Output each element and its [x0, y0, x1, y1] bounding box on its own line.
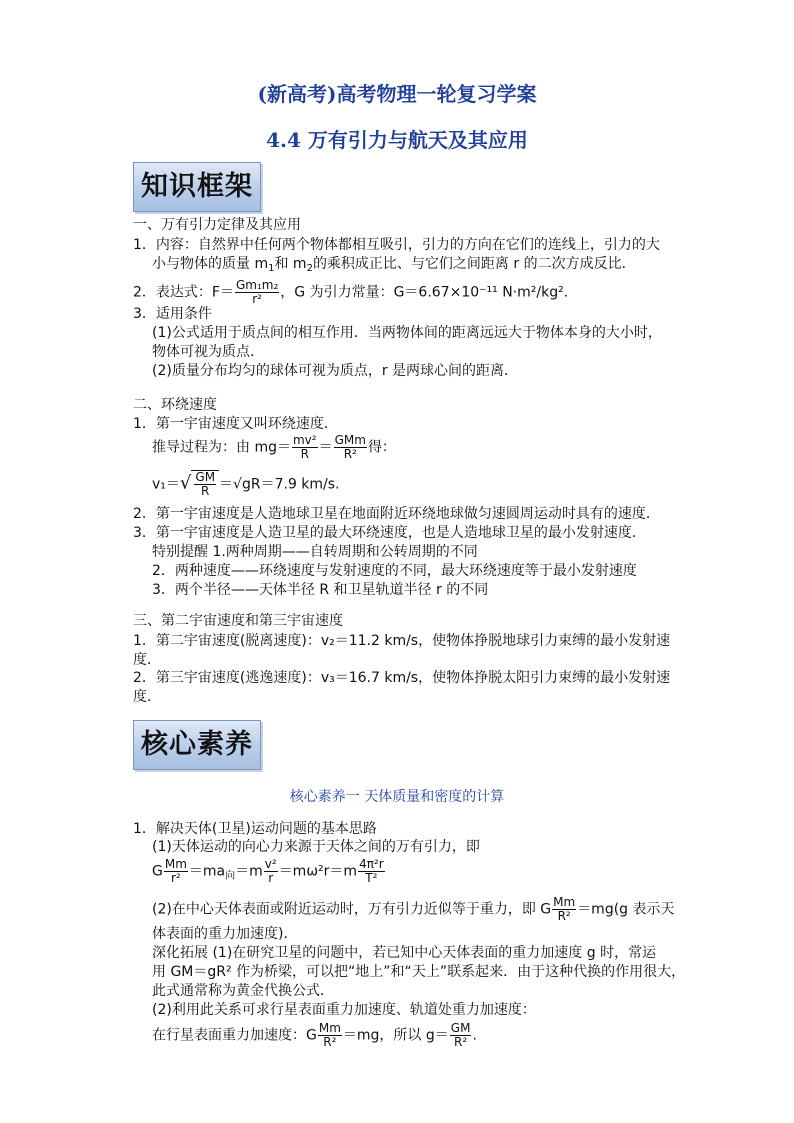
banner-core-literacy: 核心素养	[133, 720, 261, 770]
section1-item3-b: 物体可视为质点．	[152, 344, 264, 360]
section2-tip1: 特别提醒 1.两种周期——自转周期和公转周期的不同	[152, 544, 478, 560]
section2-item3: 3．第一宇宙速度是人造卫星的最大环绕速度，也是人造地球卫星的最小发射速度．	[133, 525, 646, 541]
section2-heading: 二、环绕速度	[133, 397, 217, 413]
core-surface-gravity-formula: 在行星表面重力加速度：G $\frac{Mm}{\text{R²}}$ ＝mg，所以 g＝ $\frac{GM}{\text{R²}}$ .	[152, 1021, 477, 1049]
section1-item1-line2: 小与物体的质量 $m_1$和 $m_2$的乘积成正比、与它们之间距离 r 的二次方成反比．	[152, 256, 636, 274]
core-para1: (1)天体运动的向心力来源于天体之间的万有引力，即	[152, 839, 480, 855]
core-para2-line2: 体表面的重力加速度)．	[152, 926, 298, 942]
section1-item3: 3．适用条件	[133, 306, 212, 322]
section1-item3-a: (1)公式适用于质点间的相互作用．当两物体间的距离远远大于物体本身的大小时，	[152, 325, 662, 341]
section3-heading: 三、第二宇宙速度和第三宇宙速度	[133, 613, 343, 629]
lesson-title: 4.4 万有引力与航天及其应用	[266, 128, 528, 152]
section1-heading: 一、万有引力定律及其应用	[133, 217, 301, 233]
document-title: (新高考)高考物理一轮复习学案	[257, 82, 537, 106]
core-extension-line1: 深化拓展 (1)在研究卫星的问题中，若已知中心天体表面的重力加速度 g 时，常运	[152, 945, 657, 961]
section2-item1: 1．第一宇宙速度又叫环绕速度．	[133, 416, 338, 432]
core-extension-line3: 此式通常称为黄金代换公式．	[152, 983, 334, 999]
section2-tip2: 2．两种速度——环绕速度与发射速度的不同，最大环绕速度等于最小发射速度	[152, 563, 637, 579]
section1-item1-line1: 1．内容：自然界中任何两个物体都相互吸引，引力的方向在它们的连线上，引力的大	[133, 237, 660, 253]
core-extension-line2: 用 GM＝gR² 作为桥梁，可以把“地上”和“天上”联系起来．由于这种代换的作用很大，	[152, 964, 686, 980]
core-subtitle: 核心素养一 天体质量和密度的计算	[289, 789, 505, 805]
section1-item2-formula: 2．表达式：F＝ $\frac{\text{Gm₁m₂}}{\text{r²}}$ ，G 为引力常量：G＝6.67×10⁻¹¹ N·m²/kg².	[133, 278, 569, 306]
section3-item1-line1: 1．第二宇宙速度(脱离速度)：v₂＝11.2 km/s，使物体挣脱地球引力束缚的最小发射速	[133, 633, 671, 649]
section3-item2-line2: 度．	[133, 689, 161, 705]
core-equation: G $\frac{Mm}{\text{r²}}$ $=ma_向=m$ $\frac{\text{v²}}{r}$ ＝mω²r＝m $\frac{\text{4π²r}}{\text{T²}}$	[152, 857, 384, 885]
section2-derivation: 推导过程为：由 mg＝ $\frac{\text{mv²}}{R}$ ＝ $\frac{\text{GMm}}{\text{R²}}$ 得：	[152, 433, 396, 461]
section2-item2: 2．第一宇宙速度是人造地球卫星在地面附近环绕地球做匀速圆周运动时具有的速度．	[133, 506, 660, 522]
section2-tip3: 3．两个半径——天体半径 R 和卫星轨道半径 r 的不同	[152, 582, 489, 598]
section3-item1-line2: 度．	[133, 652, 161, 668]
section3-item2-line1: 2．第三宇宙速度(逃逸速度)：v₃＝16.7 km/s，使物体挣脱太阳引力束缚的最小发射速	[133, 670, 671, 686]
core-extension-line4: (2)利用此关系可求行星表面重力加速度、轨道处重力加速度：	[152, 1002, 536, 1018]
core-para2-line1: (2)在中心天体表面或附近运动时，万有引力近似等于重力，即 G $\frac{Mm}{\text{R²}}$ ＝mg(g 表示天	[152, 895, 675, 923]
banner-knowledge-framework: 知识框架	[133, 162, 261, 212]
section1-item3-c: (2)质量分布均匀的球体可视为质点，r 是两球心间的距离．	[152, 363, 519, 379]
core-item1: 1．解决天体(卫星)运动问题的基本思路	[133, 821, 377, 837]
section2-v1-formula: v₁＝√ $\frac{GM}{R}$ ＝√gR＝7.9 km/s.	[152, 470, 340, 498]
